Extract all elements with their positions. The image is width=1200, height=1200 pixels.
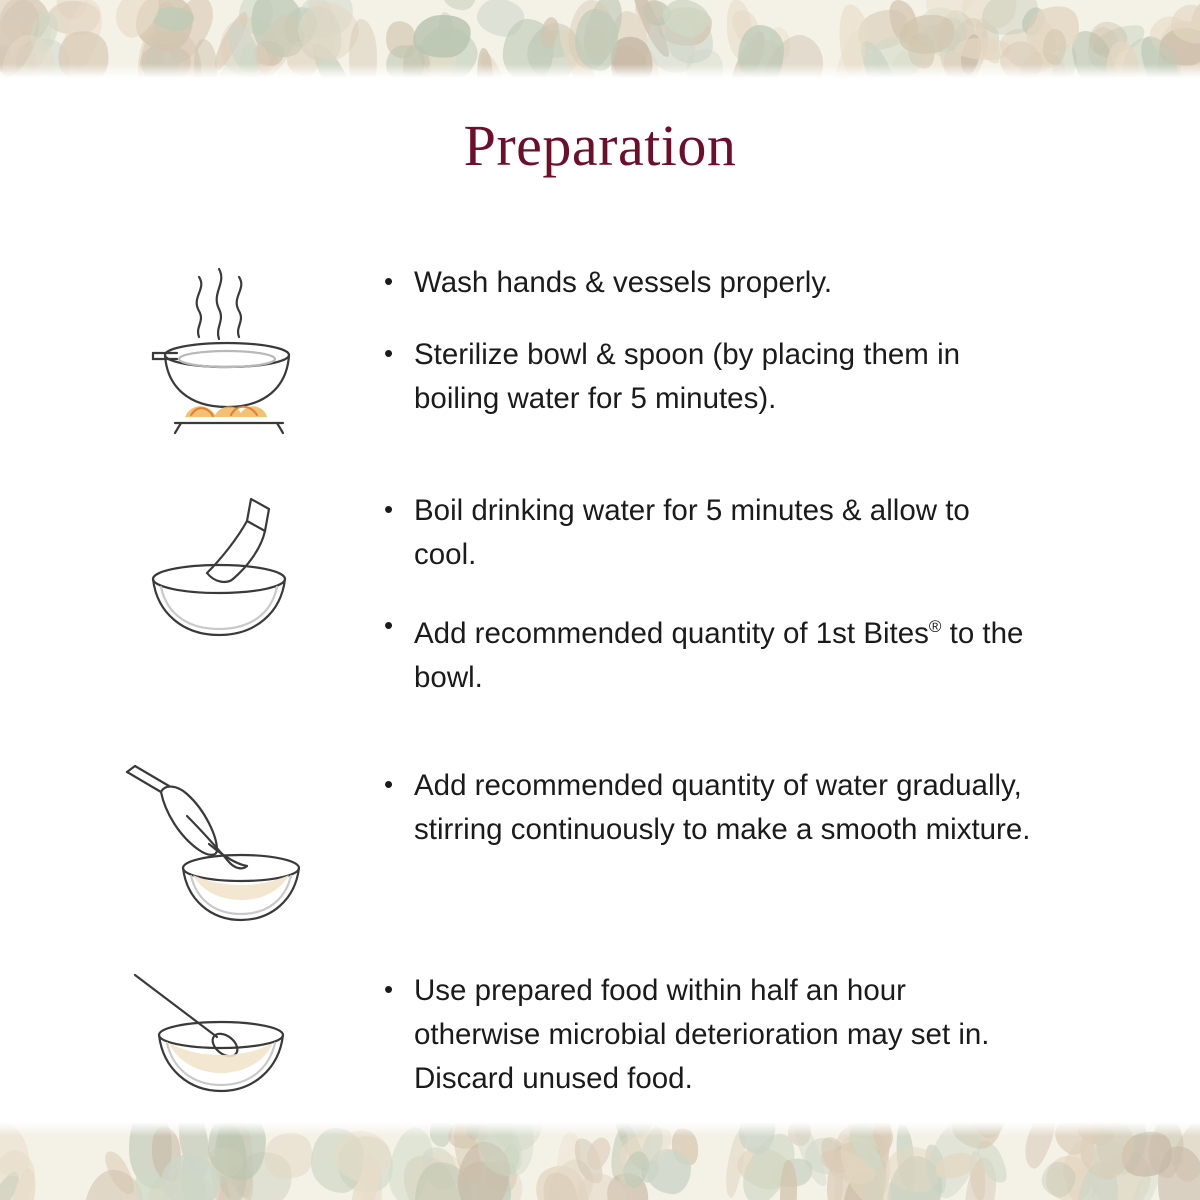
step-row [60,483,1140,728]
bottom-border-fade [0,1122,1200,1136]
list-item [380,333,1140,421]
step-row [60,255,1140,449]
bullet-marker: • [384,338,394,368]
step-bullets [380,483,1140,728]
step-bullets [380,758,1140,880]
bullet-text: Use prepared food within half an hour otherwise microbial deterioration may set in. Discard unused food. [414,973,990,1095]
bullet-marker: • [384,494,394,524]
bullet-marker: • [384,768,394,799]
list-item [380,969,1140,1101]
pouring-cereal-packet-into-bowl-icon [60,758,380,933]
step-bullets [380,963,1140,1129]
list-item [380,764,1140,852]
bullet-text: Boil drinking water for 5 minutes & allow to cool. [414,494,970,571]
step-row [60,758,1140,933]
bullet-marker: • [384,266,394,296]
top-border-fade [0,64,1200,78]
pouring-water-into-bowl-icon [60,483,380,658]
bullet-marker: • [384,610,394,640]
bowl-with-spoon-icon [60,963,380,1113]
list-item [380,605,1140,700]
bullet-text-main: Add recommended quantity of 1st Bites [414,616,929,650]
list-item [380,489,1140,577]
bullet-marker: • [384,973,394,1004]
watercolor-blotch [443,0,476,11]
bullet-text: Add recommended quantity of water gradually, stirring continuously to make a smooth mixture. [414,768,1031,846]
steps-container [60,255,1140,1151]
list-item [380,261,1140,305]
step-bullets [380,255,1140,449]
bullet-text: Wash hands & vessels properly. [414,266,833,299]
boiling-pot-on-stove-icon [60,255,380,445]
bullet-text-tail: to the bowl. [414,616,1024,694]
bullet-text: Sterilize bowl & spoon (by placing them in boiling water for 5 minutes). [414,338,961,415]
registered-trademark-symbol: ® [928,617,942,636]
step-row [60,963,1140,1129]
bullet-text [414,605,1034,700]
page-title: Preparation [463,113,737,178]
